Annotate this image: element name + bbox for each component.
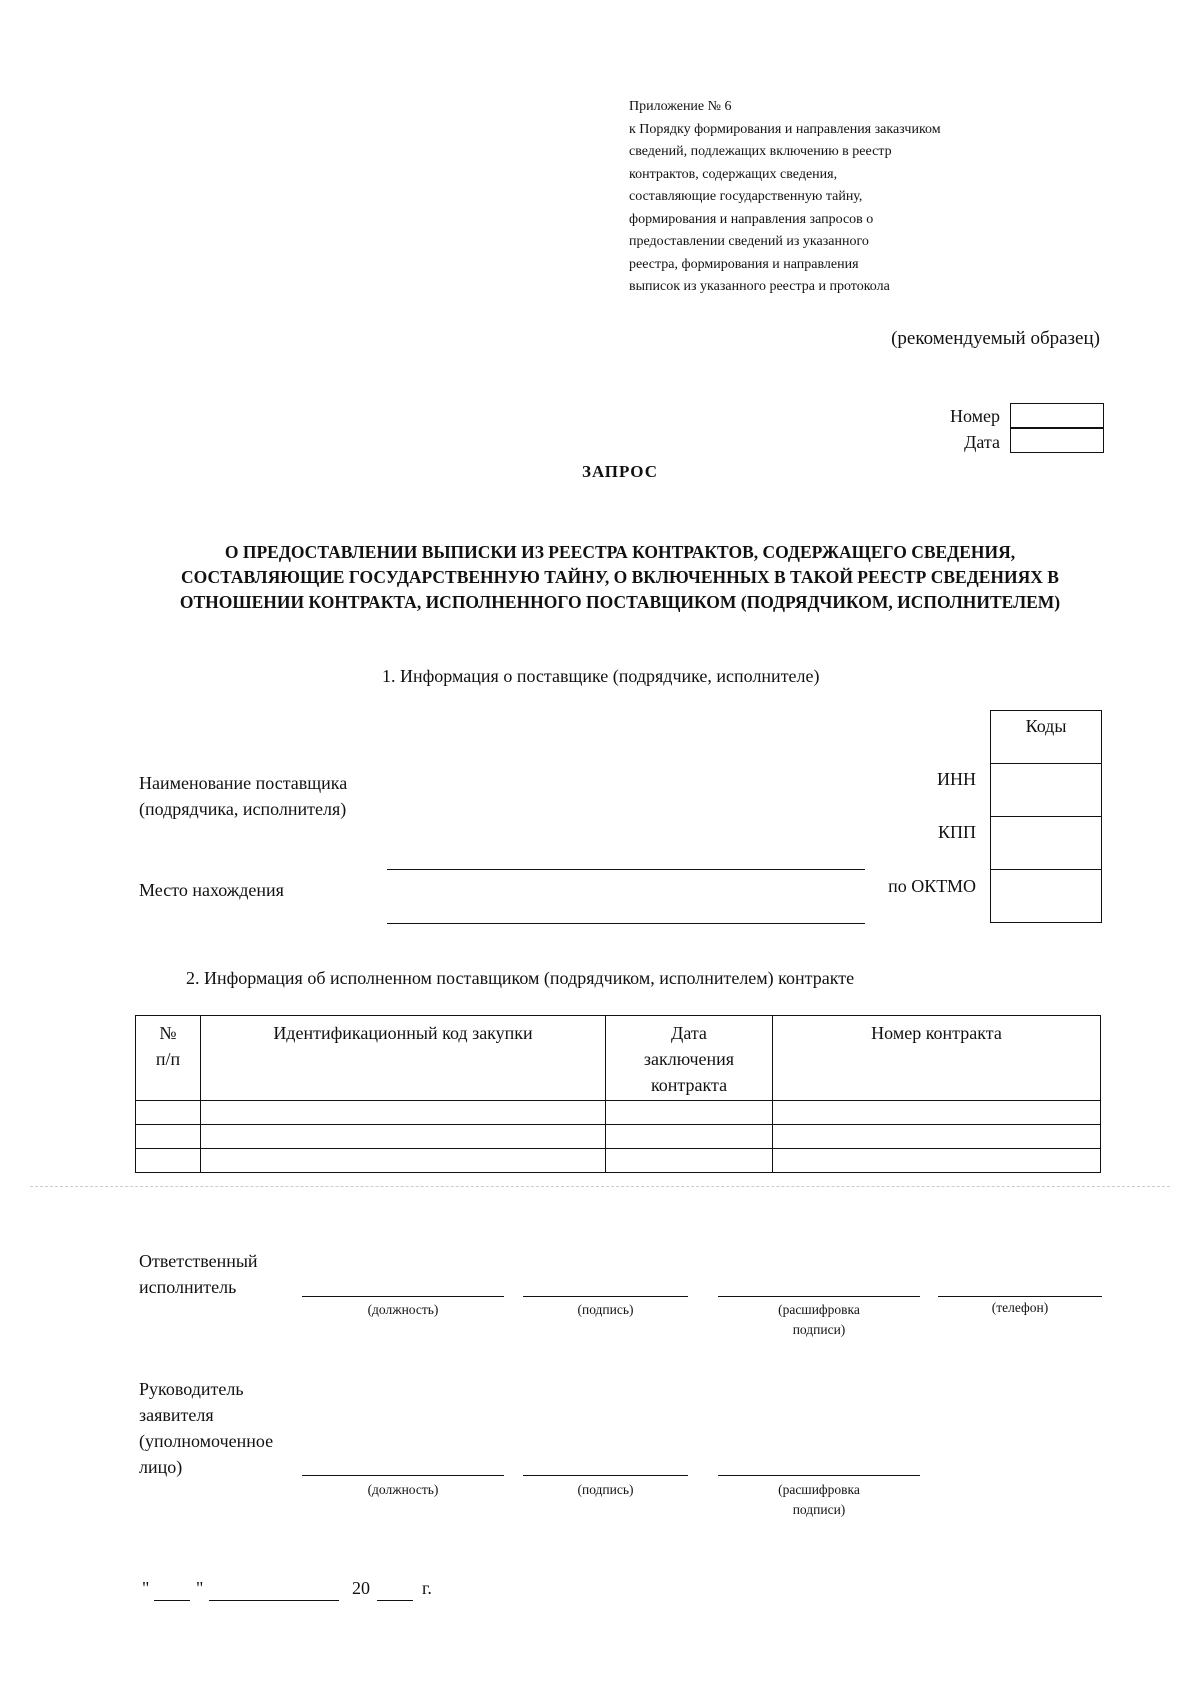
annex-line: контрактов, содержащих сведения, bbox=[629, 166, 838, 182]
col-contract-date-line: Дата bbox=[671, 1023, 707, 1043]
responsible-name-line[interactable] bbox=[718, 1296, 920, 1297]
col-contract-date-line: заключения bbox=[643, 1049, 735, 1069]
table-cell[interactable] bbox=[773, 1101, 1101, 1125]
contract-table bbox=[135, 1015, 1101, 1173]
inn-label: ИНН bbox=[937, 769, 976, 789]
head-position-line[interactable] bbox=[302, 1475, 504, 1476]
kpp-code-cell[interactable] bbox=[991, 817, 1101, 870]
inn-code-cell[interactable] bbox=[991, 764, 1101, 817]
section2-heading: 2. Информация об исполненном поставщиком (подрядчиком, исполнителем) контракте bbox=[186, 968, 855, 988]
col-number-line: № bbox=[159, 1023, 177, 1043]
date-year-line[interactable] bbox=[377, 1600, 413, 1601]
codes-header: Коды bbox=[991, 711, 1101, 764]
date-year-prefix: 20 bbox=[352, 1578, 370, 1598]
caption-line: (подпись) bbox=[577, 1302, 634, 1317]
table-cell[interactable] bbox=[136, 1101, 201, 1125]
annex-line: к Порядку формирования и направления заказчиком bbox=[629, 121, 941, 137]
table-cell[interactable] bbox=[201, 1101, 606, 1125]
document-title: ЗАПРОС bbox=[581, 462, 659, 481]
date-quote-open: " bbox=[142, 1578, 150, 1598]
col-contract-number-line: Номер контракта bbox=[871, 1023, 1002, 1043]
caption-line: подписи) bbox=[792, 1322, 846, 1337]
responsible-signature-line[interactable] bbox=[523, 1296, 688, 1297]
responsible-label bbox=[139, 1248, 258, 1300]
col-purchase-code bbox=[201, 1016, 606, 1101]
caption-line: (должность) bbox=[367, 1302, 439, 1317]
responsible-position-caption bbox=[302, 1300, 504, 1320]
codes-table bbox=[990, 710, 1102, 923]
caption-line: (должность) bbox=[367, 1482, 439, 1497]
table-row bbox=[136, 1125, 1101, 1149]
kpp-label: КПП bbox=[937, 822, 976, 842]
col-number bbox=[136, 1016, 201, 1101]
table-row bbox=[136, 1149, 1101, 1173]
supplier-name-label bbox=[139, 770, 347, 822]
date-quote-close: " bbox=[196, 1578, 204, 1598]
date-month-line[interactable] bbox=[209, 1600, 339, 1601]
annex-line: составляющие государственную тайну, bbox=[629, 189, 863, 204]
col-contract-date bbox=[606, 1016, 773, 1101]
table-cell[interactable] bbox=[606, 1149, 773, 1173]
head-signature-caption bbox=[523, 1480, 688, 1500]
annex-line: реестра, формирования и направления bbox=[629, 256, 859, 272]
annex-note bbox=[629, 96, 1029, 299]
responsible-name-caption bbox=[718, 1300, 920, 1340]
document-subtitle bbox=[130, 540, 1110, 615]
annex-line: выписок из указанного реестра и протокола bbox=[629, 279, 890, 294]
head-label-line: Руководитель bbox=[139, 1379, 244, 1399]
location-label: Место нахождения bbox=[139, 880, 284, 900]
date-day-line[interactable] bbox=[154, 1600, 190, 1601]
table-row bbox=[136, 1101, 1101, 1125]
annex-line: Приложение № 6 bbox=[629, 99, 732, 114]
subtitle-line: О ПРЕДОСТАВЛЕНИИ ВЫПИСКИ ИЗ РЕЕСТРА КОНТРАКТОВ, СОДЕРЖАЩЕГО СВЕДЕНИЯ, bbox=[224, 542, 1016, 562]
number-box[interactable] bbox=[1010, 403, 1104, 428]
responsible-label-line: исполнитель bbox=[139, 1277, 237, 1297]
col-contract-date-line: контракта bbox=[650, 1075, 728, 1095]
head-label bbox=[139, 1376, 273, 1480]
caption-line: (телефон) bbox=[991, 1300, 1049, 1315]
table-cell[interactable] bbox=[136, 1125, 201, 1149]
table-cell[interactable] bbox=[773, 1149, 1101, 1173]
caption-line: (расшифровка bbox=[778, 1482, 860, 1497]
head-name-line[interactable] bbox=[718, 1475, 920, 1476]
oktmo-code-cell[interactable] bbox=[991, 870, 1101, 923]
annex-line: предоставлении сведений из указанного bbox=[629, 234, 869, 249]
table-cell[interactable] bbox=[606, 1125, 773, 1149]
responsible-phone-caption bbox=[938, 1298, 1102, 1318]
date-year-suffix: г. bbox=[422, 1578, 432, 1598]
location-line[interactable] bbox=[387, 923, 865, 924]
scan-fold-divider bbox=[30, 1186, 1170, 1187]
head-name-caption bbox=[718, 1480, 920, 1520]
annex-line: формирования и направления запросов о bbox=[629, 211, 874, 227]
head-label-line: (уполномоченное bbox=[139, 1431, 274, 1451]
responsible-label-line: Ответственный bbox=[139, 1251, 258, 1271]
table-cell[interactable] bbox=[136, 1149, 201, 1173]
date-box[interactable] bbox=[1010, 428, 1104, 453]
col-number-line: п/п bbox=[155, 1049, 181, 1069]
responsible-signature-caption bbox=[523, 1300, 688, 1320]
head-position-caption bbox=[302, 1480, 504, 1500]
caption-line: (подпись) bbox=[577, 1482, 634, 1497]
section1-heading: 1. Информация о поставщике (подрядчике, исполнителе) bbox=[382, 666, 820, 686]
responsible-phone-line[interactable] bbox=[938, 1296, 1102, 1297]
head-signature-line[interactable] bbox=[523, 1475, 688, 1476]
caption-line: подписи) bbox=[792, 1502, 846, 1517]
supplier-name-label-line: (подрядчика, исполнителя) bbox=[139, 799, 347, 819]
number-label: Номер bbox=[949, 406, 1000, 426]
table-cell[interactable] bbox=[201, 1125, 606, 1149]
supplier-name-label-line: Наименование поставщика bbox=[139, 773, 348, 793]
annex-line: сведений, подлежащих включению в реестр bbox=[629, 144, 892, 159]
col-purchase-code-line: Идентификационный код закупки bbox=[273, 1023, 533, 1043]
col-contract-number bbox=[773, 1016, 1101, 1101]
table-cell[interactable] bbox=[201, 1149, 606, 1173]
table-cell[interactable] bbox=[606, 1101, 773, 1125]
date-label: Дата bbox=[964, 432, 1000, 452]
subtitle-line: СОСТАВЛЯЮЩИЕ ГОСУДАРСТВЕННУЮ ТАЙНУ, О ВКЛЮЧЕННЫХ В ТАКОЙ РЕЕСТР СВЕДЕНИЯХ В bbox=[181, 567, 1059, 587]
table-cell[interactable] bbox=[773, 1125, 1101, 1149]
caption-line: (расшифровка bbox=[778, 1302, 860, 1317]
table-header-row bbox=[136, 1016, 1101, 1101]
head-label-line: заявителя bbox=[139, 1405, 214, 1425]
subtitle-line: ОТНОШЕНИИ КОНТРАКТА, ИСПОЛНЕННОГО ПОСТАВЩИКОМ (ПОДРЯДЧИКОМ, ИСПОЛНИТЕЛЕМ) bbox=[179, 592, 1061, 612]
supplier-name-line[interactable] bbox=[387, 869, 865, 870]
oktmo-label: по ОКТМО bbox=[888, 876, 976, 896]
responsible-position-line[interactable] bbox=[302, 1296, 504, 1297]
head-label-line: лицо) bbox=[139, 1457, 183, 1477]
recommended-sample-note: (рекомендуемый образец) bbox=[891, 328, 1100, 349]
